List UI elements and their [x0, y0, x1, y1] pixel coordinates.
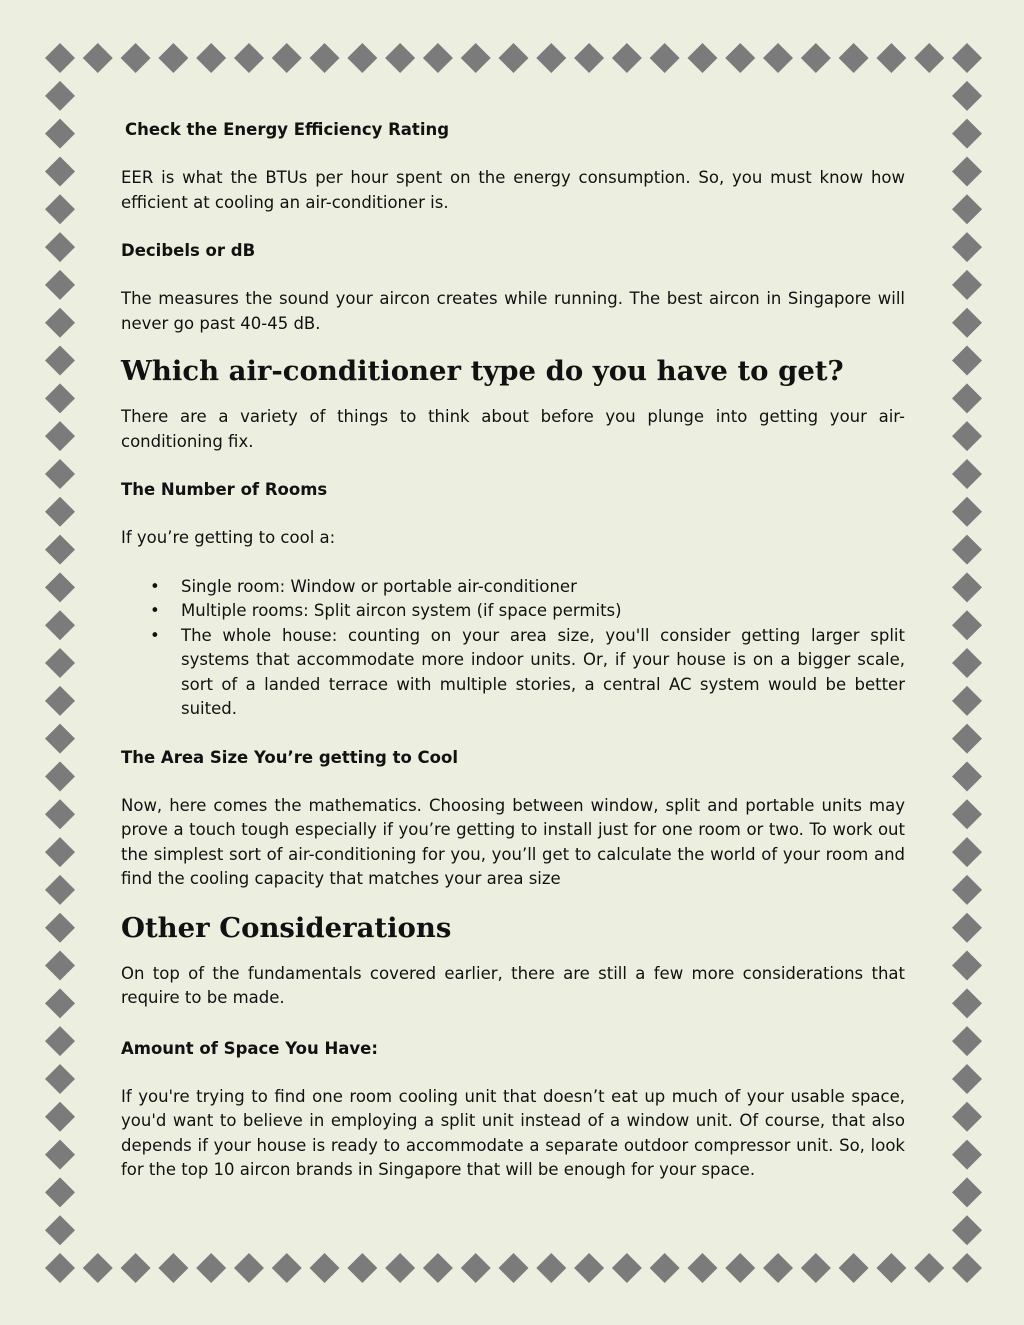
- border-diamond-icon: [310, 43, 340, 73]
- list-item: • Single room: Window or portable air-conditioner: [181, 575, 905, 600]
- border-diamond-icon: [45, 913, 75, 943]
- aircon-type-title: Which air-conditioner type do you have to get?: [121, 355, 844, 387]
- border-diamond-icon: [45, 81, 75, 111]
- border-diamond-icon: [801, 43, 831, 73]
- border-diamond-icon: [839, 43, 869, 73]
- energy-rating-heading: Check the Energy Efficiency Rating: [125, 120, 450, 139]
- border-diamond-icon: [952, 119, 982, 149]
- border-diamond-icon: [952, 1102, 982, 1132]
- border-diamond-icon: [461, 1253, 491, 1283]
- border-diamond-icon: [952, 270, 982, 300]
- border-diamond-icon: [45, 1102, 75, 1132]
- area-size-heading: The Area Size You’re getting to Cool: [121, 747, 458, 767]
- border-diamond-icon: [83, 43, 113, 73]
- border-diamond-icon: [272, 43, 302, 73]
- border-diamond-icon: [45, 572, 75, 602]
- border-diamond-icon: [839, 1253, 869, 1283]
- border-diamond-icon: [45, 346, 75, 376]
- border-diamond-icon: [385, 1253, 415, 1283]
- border-diamond-icon: [536, 1253, 566, 1283]
- border-diamond-icon: [45, 308, 75, 338]
- border-diamond-icon: [45, 724, 75, 754]
- border-diamond-icon: [952, 913, 982, 943]
- border-diamond-icon: [952, 648, 982, 678]
- border-diamond-icon: [952, 837, 982, 867]
- border-diamond-icon: [650, 1253, 680, 1283]
- border-diamond-icon: [45, 156, 75, 186]
- border-diamond-icon: [952, 951, 982, 981]
- border-diamond-icon: [801, 1253, 831, 1283]
- border-diamond-icon: [45, 761, 75, 791]
- border-diamond-icon: [45, 43, 75, 73]
- border-diamond-icon: [574, 43, 604, 73]
- border-diamond-icon: [952, 1064, 982, 1094]
- border-diamond-icon: [121, 43, 151, 73]
- border-diamond-icon: [45, 459, 75, 489]
- border-diamond-icon: [45, 1140, 75, 1170]
- border-diamond-icon: [952, 1253, 982, 1283]
- rooms-intro: If you’re getting to cool a:: [121, 528, 336, 547]
- border-diamond-icon: [158, 43, 188, 73]
- border-diamond-icon: [45, 988, 75, 1018]
- border-diamond-icon: [234, 1253, 264, 1283]
- border-diamond-icon: [196, 43, 226, 73]
- border-diamond-icon: [45, 119, 75, 149]
- other-considerations-intro: On top of the fundamentals covered earlier, there are still a few more considerations that require to be made.: [121, 963, 905, 1007]
- border-diamond-icon: [347, 43, 377, 73]
- border-diamond-icon: [45, 1253, 75, 1283]
- border-diamond-icon: [914, 43, 944, 73]
- border-diamond-icon: [650, 43, 680, 73]
- border-diamond-icon: [45, 497, 75, 527]
- border-diamond-icon: [499, 43, 529, 73]
- list-item: • The whole house: counting on your area size, you'll consider getting larger split systems that accommodate more indoor units. Or, if your house is on a bigger scale, sort of a landed terrace with multiple stories, a central AC system would be better suited.: [181, 624, 905, 722]
- rooms-list: [121, 575, 905, 722]
- border-diamond-icon: [612, 1253, 642, 1283]
- border-diamond-icon: [952, 421, 982, 451]
- border-diamond-icon: [385, 43, 415, 73]
- border-diamond-icon: [612, 43, 642, 73]
- border-diamond-icon: [952, 610, 982, 640]
- border-diamond-icon: [45, 1215, 75, 1245]
- border-diamond-icon: [952, 497, 982, 527]
- border-diamond-icon: [45, 232, 75, 262]
- border-diamond-icon: [952, 81, 982, 111]
- border-diamond-icon: [725, 43, 755, 73]
- other-considerations-title: Other Considerations: [121, 911, 452, 944]
- border-diamond-icon: [536, 43, 566, 73]
- border-diamond-icon: [952, 346, 982, 376]
- border-diamond-icon: [952, 572, 982, 602]
- border-diamond-icon: [952, 761, 982, 791]
- border-diamond-icon: [83, 1253, 113, 1283]
- border-diamond-icon: [234, 43, 264, 73]
- border-diamond-icon: [45, 648, 75, 678]
- border-diamond-icon: [763, 43, 793, 73]
- border-diamond-icon: [45, 383, 75, 413]
- border-diamond-icon: [45, 875, 75, 905]
- border-diamond-icon: [952, 232, 982, 262]
- border-diamond-icon: [121, 1253, 151, 1283]
- border-diamond-icon: [952, 686, 982, 716]
- border-diamond-icon: [876, 43, 906, 73]
- border-diamond-icon: [952, 1215, 982, 1245]
- border-diamond-icon: [952, 1177, 982, 1207]
- decibels-heading: Decibels or dB: [121, 241, 256, 260]
- border-diamond-icon: [45, 951, 75, 981]
- border-diamond-icon: [45, 1064, 75, 1094]
- border-diamond-icon: [952, 308, 982, 338]
- border-diamond-icon: [952, 43, 982, 73]
- border-diamond-icon: [45, 610, 75, 640]
- border-diamond-icon: [45, 421, 75, 451]
- border-diamond-icon: [952, 988, 982, 1018]
- space-heading: Amount of Space You Have:: [121, 1038, 378, 1058]
- border-diamond-icon: [687, 1253, 717, 1283]
- border-diamond-icon: [423, 43, 453, 73]
- border-diamond-icon: [461, 43, 491, 73]
- border-diamond-icon: [952, 383, 982, 413]
- border-diamond-icon: [45, 270, 75, 300]
- border-diamond-icon: [952, 724, 982, 754]
- border-diamond-icon: [876, 1253, 906, 1283]
- border-diamond-icon: [347, 1253, 377, 1283]
- border-diamond-icon: [45, 837, 75, 867]
- border-diamond-icon: [272, 1253, 302, 1283]
- energy-rating-text: EER is what the BTUs per hour spent on the energy consumption. So, you must know how efficient at cooling an air-conditioner is.: [121, 168, 905, 212]
- border-diamond-icon: [952, 156, 982, 186]
- border-diamond-icon: [158, 1253, 188, 1283]
- border-diamond-icon: [952, 535, 982, 565]
- border-diamond-icon: [952, 799, 982, 829]
- border-diamond-icon: [45, 194, 75, 224]
- border-diamond-icon: [914, 1253, 944, 1283]
- document-body: [121, 116, 905, 1183]
- area-size-text: Now, here comes the mathematics. Choosing between window, split and portable units may prove a touch tough especially if you’re getting to install just for one room or two. To work out the simplest sort of air-conditioning for you, you’ll get to calculate the world of your room and find the cooling capacity that matches your area size: [121, 795, 905, 888]
- aircon-type-intro: There are a variety of things to think about before you plunge into getting your air-conditioning fix.: [121, 407, 905, 451]
- border-diamond-icon: [952, 194, 982, 224]
- border-diamond-icon: [952, 875, 982, 905]
- border-diamond-icon: [45, 1026, 75, 1056]
- border-diamond-icon: [763, 1253, 793, 1283]
- border-diamond-icon: [196, 1253, 226, 1283]
- border-diamond-icon: [574, 1253, 604, 1283]
- rooms-heading: The Number of Rooms: [121, 480, 328, 499]
- border-diamond-icon: [952, 1140, 982, 1170]
- border-diamond-icon: [952, 459, 982, 489]
- border-diamond-icon: [725, 1253, 755, 1283]
- border-diamond-icon: [423, 1253, 453, 1283]
- border-diamond-icon: [45, 686, 75, 716]
- border-diamond-icon: [499, 1253, 529, 1283]
- decibels-text: The measures the sound your aircon creates while running. The best aircon in Singapore will never go past 40-45 dB.: [121, 289, 905, 333]
- border-diamond-icon: [45, 799, 75, 829]
- border-diamond-icon: [687, 43, 717, 73]
- list-item: • Multiple rooms: Split aircon system (if space permits): [181, 599, 905, 624]
- border-diamond-icon: [952, 1026, 982, 1056]
- border-diamond-icon: [45, 535, 75, 565]
- border-diamond-icon: [45, 1177, 75, 1207]
- border-diamond-icon: [310, 1253, 340, 1283]
- space-text: If you're trying to find one room cooling unit that doesn’t eat up much of your usable space, you'd want to believe in employing a split unit instead of a window unit. Of course, that also depends if your house is ready to accommodate a separate outdoor compressor unit. So, look for the top 10 aircon brands in Singapore that will be enough for your space.: [121, 1086, 905, 1179]
